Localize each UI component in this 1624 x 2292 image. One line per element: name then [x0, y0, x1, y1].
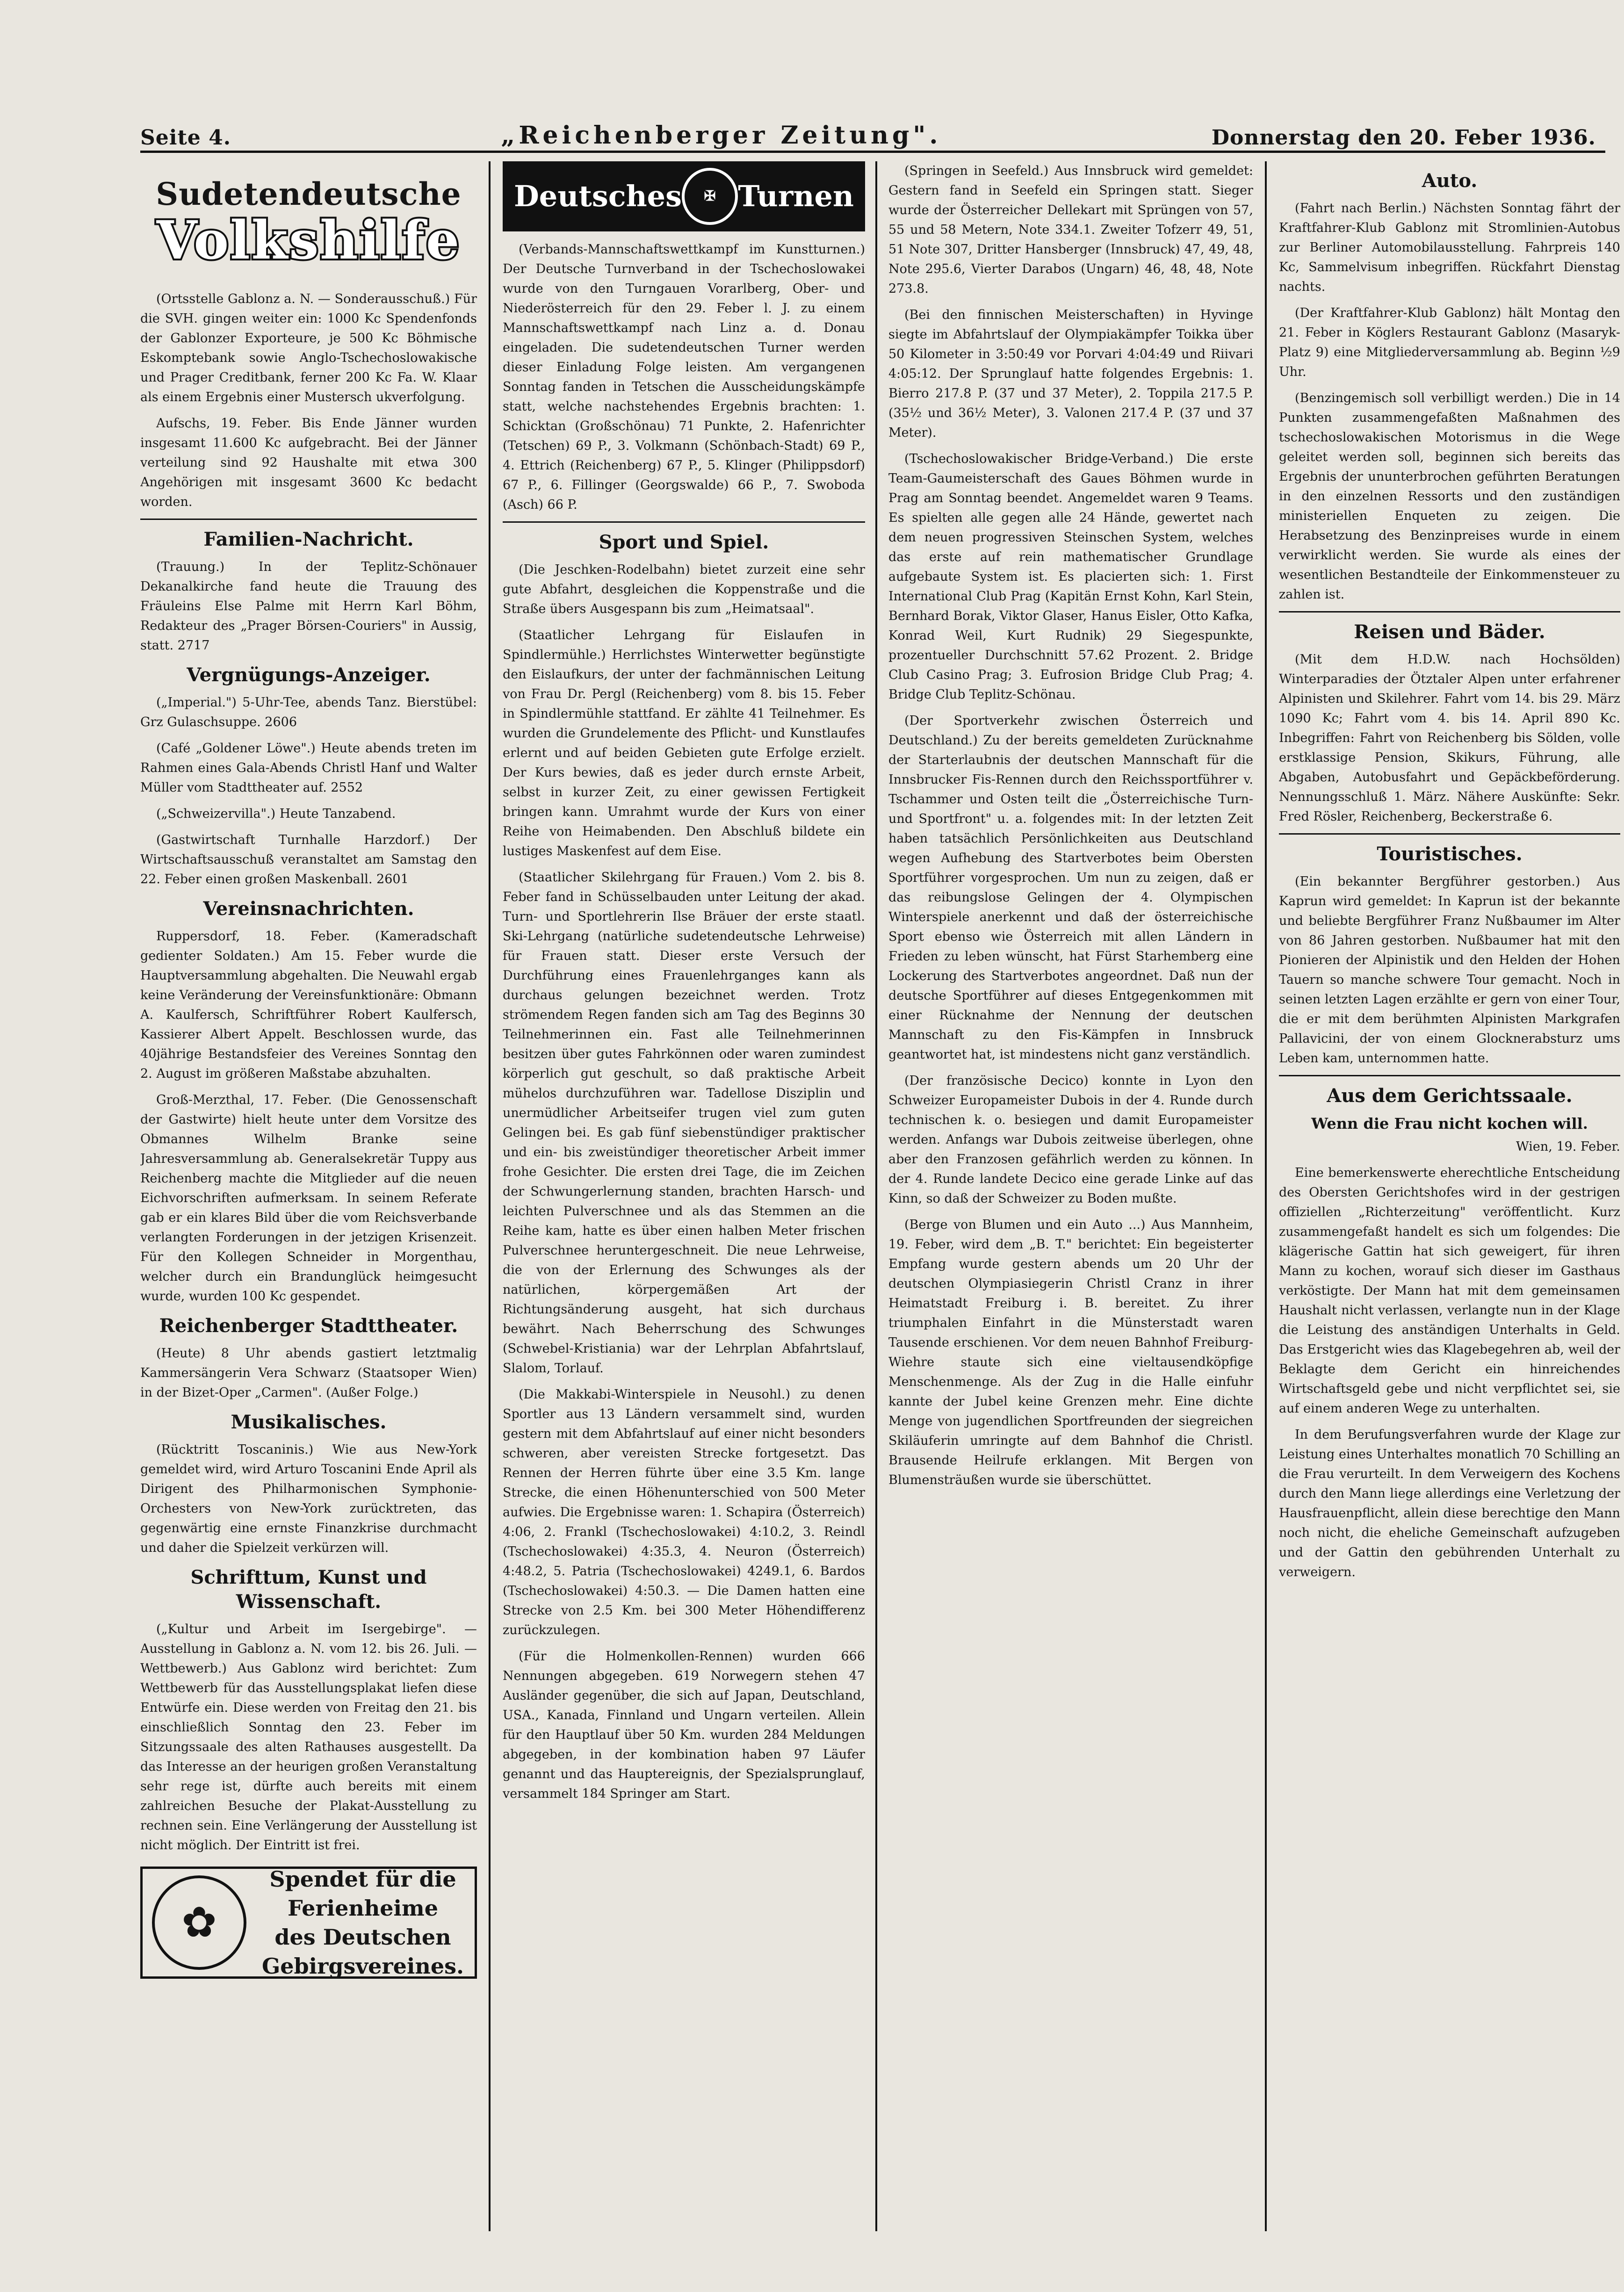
column-1 — [140, 161, 477, 2231]
article-paragraph: (Der Kraftfahrer-Klub Gablonz) hält Montag den 21. Feber in Köglers Restaurant Gablonz (Masaryk-Platz 9) eine Mitgliederversammlung ab. Beginn ½9 Uhr. — [1279, 306, 1620, 379]
article-paragraph: („Imperial.") 5-Uhr-Tee, abends Tanz. Bierstübel: Grz Gulaschsuppe. 2606 — [140, 695, 477, 729]
section-heading: Touristisches. — [1377, 843, 1523, 865]
banner-right: Turnen — [738, 179, 854, 213]
section-heading: Reisen und Bäder. — [1354, 621, 1545, 643]
article-paragraph: Eine bemerkenswerte eherechtliche Entscheidung des Obersten Gerichtshofes wird in der gestrigen offiziellen „Richterzeitung" veröffentlicht. Kurz zusammengefaßt handelt es sich um folgendes: Die klägerische Gattin hat sich geweigert, für ihren Mann zu kochen, worauf sich dieser im Gasthaus verköstigte. Der Mann hat mit dem gemeinsamen Haushalt nicht verlassen, verlangte nun in der Klage die Leistung des anständigen Unterhalts in Geld. Das Erstgericht wies das Klagebegehren ab, weil der Beklagte dem Gericht ein hinreichendes Wirtschaftsgeld gebe und nicht verpflichtet sei, sie auf einem anderen Wege zu unterhalten. — [1279, 1166, 1620, 1416]
banner-left: Deutsches — [514, 179, 682, 213]
advertisement-box — [140, 1867, 477, 1979]
article-paragraph: Ruppersdorf, 18. Feber. (Kameradschaft gedienter Soldaten.) Am 15. Feber wurde die Hauptversammlung abgehalten. Die Neuwahl ergab keine Veränderung der Vereinsfunktionäre: Obmann A. Kaulfersch, Schriftführer Robert Kaulfersch, Kassierer Albert Appelt. Beschlossen wurde, das 40jährige Bestandsfeier des Vereines Sonntag den 2. August im größeren Maßstabe abzuhalten. — [140, 929, 477, 1081]
issue-date: Donnerstag den 20. Feber 1936. — [1211, 126, 1596, 150]
section-heading: Reichenberger Stadttheater. — [159, 1315, 458, 1337]
article-paragraph: (Verbands-Mannschaftswettkampf im Kunstturnen.) Der Deutsche Turnverband in der Tschechoslowakei wurde von den Turngauen Vorarlberg, Ober- und Niederösterreich für den 29. Feber l. J. zu einem Mannschaftswettkampf nach Linz a. d. Donau eingeladen. Die sudetendeutschen Turner werden dieser Einladung Folge leisten. Am vergangenen Sonntag fanden in Tetschen die Ausscheidungskämpfe statt, welche nachstehendes Ergebnis brachten: 1. Schicktan (Großschönau) 71 Punkte, 2. Hafenrichter (Tetschen) 69 P., 3. Volkmann (Schönbach-Stadt) 69 P., 4. Ettrich (Reichenberg) 67 P., 5. Klinger (Philippsdorf) 67 P., 6. Fillinger (Georgswalde) 66 P., 7. Swoboda (Asch) 66 P. — [503, 242, 865, 512]
section-heading: Vergnügungs-Anzeiger. — [187, 664, 431, 686]
dateline: Wien, 19. Feber. — [1516, 1139, 1620, 1154]
article-paragraph: (Staatlicher Lehrgang für Eislaufen in Spindlermühle.) Herrlichstes Winterwetter begünstigte den Eislaufkurs, der unter der fachmännischen Leitung von Frau Dr. Pergl (Reichenberg) vom 8. bis 15. Feber in Spindlermühle stattfand. Er zählte 41 Teilnehmer. Es wurden die Grundelemente des Pflicht- und Kunstlaufes erlernt und auf beiden Gebieten gute Erfolge erzielt. Der Kurs bewies, daß es jeder durch ernste Arbeit, selbst in kurzer Zeit, zu einer gewissen Fertigkeit bringen kann. Umrahmt wurde der Kurs von einer Reihe von Heimabenden. Den Abschluß bildete ein lustiges Maskenfest auf dem Eise. — [503, 628, 865, 858]
article-paragraph: (Der Sportverkehr zwischen Österreich und Deutschland.) Zu der bereits gemeldeten Zurücknahme der Starterlaubnis der deutschen Mannschaft für die Innsbrucker Fis-Rennen durch den Reichssportführer v. Tschammer und Osten teilt die „Österreichische Turn- und Sportfront" u. a. folgendes mit: In der letzten Zeit haben tatsächlich Persönlichkeiten aus Deutschland wegen Aufhebung des Startverbotes beim Obersten Sportführer vorgesprochen. Um nun zu zeigen, daß er das reibungslose Gelingen der 4. Olympischen Winterspiele anerkennt und daß der österreichische Sport ebenso wie Österreich mit allen Ländern in Frieden zu leben wünscht, hat Fürst Starhemberg eine Lockerung des Startverbotes angeordnet. Daß nun der deutsche Sportführer auf dieses Entgegenkommen mit einer Rücknahme der Nennung der deutschen Mannschaft zu den Fis-Kämpfen in Innsbruck geantwortet hat, ist mindestens nicht ganz verständlich. — [888, 714, 1253, 1062]
column-2 — [503, 161, 865, 2231]
article-paragraph: (Rücktritt Toscaninis.) Wie aus New-York gemeldet wird, wird Arturo Toscanini Ende April als Dirigent des Philharmonischen Symphonie-Orchesters von New-York zurücktreten, das gegenwärtig eine ernste Finanzkrise durchmacht und daher die Spielzeit verkürzen will. — [140, 1442, 477, 1555]
ad-line: Spendet für die — [269, 1867, 456, 1892]
section-rule — [1279, 611, 1620, 613]
edelweiss-icon: ✿ — [152, 1875, 246, 1970]
page-number: Seite 4. — [140, 126, 231, 150]
article-paragraph: (Ein bekannter Bergführer gestorben.) Aus Kaprun wird gemeldet: In Kaprun ist der bekannte und beliebte Bergführer Franz Nußbaumer im Alter von 86 Jahren gestorben. Nußbaumer hat mit den Pionieren der Alpinistik und den Helden der Hohen Tauern so manche schwere Tour gemacht. Noch in seinen letzten Lagen erzählte er gern von einer Tour, die er mit dem berühmten Alpinisten Markgrafen Pallavicini, der von einem Glocknerabsturz ums Leben kam, unternommen hatte. — [1279, 874, 1620, 1066]
article-paragraph: (Gastwirtschaft Turnhalle Harzdorf.) Der Wirtschaftsausschuß veranstaltet am Samstag den 22. Feber einen großen Maskenball. 2601 — [140, 833, 477, 887]
column-divider — [489, 161, 491, 2231]
section-rule — [140, 519, 477, 520]
column-3 — [888, 161, 1253, 2231]
newspaper-title: „Reichenberger Zeitung". — [501, 121, 942, 150]
page-header — [140, 117, 1596, 150]
article-paragraph: (Bei den finnischen Meisterschaften) in Hyvinge siegte im Abfahrtslauf der Olympiakämpfer Toikka über 50 Kilometer in 3:50:49 vor Porvari 4:04:49 und Riivari 4:05:12. Der Sprunglauf hatte folgendes Ergebnis: 1. Bierro 217.8 P. (37 und 37 Meter), 2. Toppila 217.5 P. (35½ und 36½ Meter), 3. Valonen 217.4 P. (37 und 37 Meter). — [888, 308, 1253, 440]
article-paragraph: (Café „Goldener Löwe".) Heute abends treten im Rahmen eines Gala-Abends Christl Hanf und Walter Müller vom Stadttheater auf. 2552 — [140, 741, 477, 795]
advertisement-text — [260, 1865, 465, 1981]
turnen-banner — [503, 161, 865, 231]
column-4 — [1279, 161, 1620, 2231]
column-divider — [875, 161, 877, 2231]
banner-line-1: Sudetendeutsche — [156, 176, 462, 212]
header-rule — [140, 151, 1605, 153]
article-paragraph: (Benzingemisch soll verbilligt werden.) Die in 14 Punkten zusammengefaßten Maßnahmen des tschechoslowakischen Motorismus in die Wege geleitet werden soll, beginnen sich bereits das Ergebnis der ununterbrochen geführten Beratungen in den einzelnen Ressorts und den zuständigen ministeriellen Enqueten zu zeigen. Die Herabsetzung des Benzinpreises wurde in einem verwirklicht werden. Sie wurde als eines der wesentlichen Bestandteile der Einkommensteuer zu zahlen ist. — [1279, 391, 1620, 602]
section-rule — [1279, 833, 1620, 835]
article-paragraph: (Staatlicher Skilehrgang für Frauen.) Vom 2. bis 8. Feber fand in Schüsselbauden unter Leitung der akad. Turn- und Sportlehrerin Ilse Bräuer der erste staatl. Ski-Lehrgang (natürliche sudetendeutsche Lehrweise) für Frauen statt. Dieser erste Versuch der Durchführung eines Frauenlehrganges kann als durchaus gelungen bezeichnet werden. Trotz strömendem Regen fanden sich am Tag des Beginns 30 Teilnehmerinnen ein. Fast alle Teilnehmerinnen besitzen über gutes Fahrkönnen oder waren zumindest körperlich gut geschult, so daß praktische Arbeit mühelos durchzuführen war. Tadellose Disziplin und unermüdlicher Arbeitseifer trugen viel zum guten Gelingen bei. Es gab fünf siebenstündiger praktischer und ein- bis zweistündiger theoretischer Arbeit immer frohe Gesichter. Die ersten drei Tage, die im Zeichen der Schwungerlernung standen, brachten Harsch- und leichten Pulverschnee und als das Stemmen an die Reihe kam, hatte es über einen halben Meter frischen Pulverschnee heruntergeschneit. Die neue Lehrweise, die von der Erlernung des Schwunges als der natürlichen, körpergemäßen Art der Richtungsänderung ausgeht, hat sich durchaus bewährt. Nach Beherrschung des Schwunges (Schwebel-Kristiania) war der Lehrplan Abfahrtslauf, Slalom, Torlauf. — [503, 870, 865, 1376]
article-paragraph: (Fahrt nach Berlin.) Nächsten Sonntag fährt der Kraftfahrer-Klub Gablonz mit Stromlinien-Autobus zur Berliner Automobilausstellung. Fahrpreis 140 Kc, Sammelvisum inbegriffen. Rückfahrt Dienstag nachts. — [1279, 201, 1620, 294]
section-rule — [1279, 1075, 1620, 1076]
ad-line: Gebirgsvereines. — [261, 1953, 464, 1979]
article-paragraph: In dem Berufungsverfahren wurde der Klage zur Leistung eines Unterhaltes monatlich 70 Schilling an die Frau verurteilt. In dem Verweigern des Kochens durch den Mann liege allerdings eine Verletzung der Hausfrauenpflicht, allein diese berechtige den Mann noch nicht, die eheliche Gemeinschaft aufzugeben und der Gattin den gebührenden Unterhalt zu verweigern. — [1279, 1427, 1620, 1579]
article-paragraph: (Die Jeschken-Rodelbahn) bietet zurzeit eine sehr gute Abfahrt, desgleichen die Koppenstraße und die Straße übers Ausgespann bis zum „Heimatsaal". — [503, 562, 865, 616]
article-paragraph: (Der französische Decico) konnte in Lyon den Schweizer Europameister Dubois in der 4. Runde durch technischen k. o. besiegen und damit Europameister werden. Anfangs war Dubois zeitweise überlegen, ohne aber den Franzosen gefährlich werden zu können. In der 4. Runde landete Decico eine gerade Linke auf das Kinn, so daß der Schweizer zu Boden mußte. — [888, 1074, 1253, 1206]
section-heading: Familien-Nachricht. — [203, 528, 414, 550]
article-paragraph: Aufschs, 19. Feber. Bis Ende Jänner wurden insgesamt 11.600 Kc aufgebracht. Bei der Jänner verteilung sind 92 Haushalte mit etwa 300 Angehörigen mit insgesamt 3600 Kc bedacht worden. — [140, 416, 477, 509]
section-heading: Vereinsnachrichten. — [203, 898, 414, 920]
ad-line: des Deutschen — [274, 1924, 451, 1950]
turner-cross-icon: ✠ — [682, 168, 738, 225]
article-paragraph: (Die Makkabi-Winterspiele in Neusohl.) zu denen Sportler aus 13 Ländern versammelt sind, wurden gestern mit dem Abfahrtslauf auf einer nicht besonders schweren, aber vereisten Strecke fortgesetzt. Das Rennen der Herren führte über eine 3.5 Km. lange Strecke, die einen Höhenunterschied von 500 Meter aufwies. Die Ergebnisse waren: 1. Schapira (Österreich) 4:06, 2. Frankl (Tschechoslowakei) 4:10.2, 3. Reindl (Tschechoslowakei) 4:35.3, 4. Neuron (Österreich) 4:48.2, 5. Patria (Tschechoslowakei) 4249.1, 6. Bardos (Tschechoslowakei) 4:50.3. — Die Damen hatten eine Strecke von 2.5 Km. bei 300 Meter Höhendifferenz zurückzulegen. — [503, 1387, 865, 1637]
volkshilfe-banner — [140, 161, 477, 283]
ad-line: Ferienheime — [288, 1896, 438, 1921]
article-paragraph: (Für die Holmenkollen-Rennen) wurden 666 Nennungen abgegeben. 619 Norwegern stehen 47 Ausländer gegenüber, die sich auf Japan, Deutschland, USA., Kanada, Finnland und Ungarn verteilen. Allein für den Hauptlauf über 50 Km. wurden 284 Meldungen abgegeben, in der kombination haben 97 Läufer genannt und das Hauptereignis, der Spezialsprunglauf, versammelt 184 Springer am Start. — [503, 1649, 865, 1801]
article-subheading: Wenn die Frau nicht kochen will. — [1311, 1115, 1588, 1132]
section-heading: Musikalisches. — [231, 1411, 387, 1433]
article-paragraph: („Kultur und Arbeit im Isergebirge". — Ausstellung in Gablonz a. N. vom 12. bis 26. Juli. — Wettbewerb.) Aus Gablonz wird berichtet: Zum Wettbewerb für das Ausstellungsplakat liefen diese Entwürfe ein. Diese werden von Freitag den 21. bis einschließlich Sonntag den 23. Feber im Sitzungssaale des alten Rathauses ausgestellt. Da das Interesse an der heurigen großen Veranstaltung sehr rege ist, dürfte auch bereits mit einem zahlreichen Besuche der Plakat-Ausstellung zu rechnen sein. Eine Verlängerung der Ausstellung ist nicht möglich. Der Eintritt ist frei. — [140, 1622, 477, 1852]
article-paragraph: („Schweizervilla".) Heute Tanzabend. — [156, 807, 396, 821]
section-heading: Auto. — [1422, 170, 1478, 192]
article-paragraph: (Trauung.) In der Teplitz-Schönauer Dekanalkirche fand heute die Trauung des Fräuleins Else Palme mit Herrn Karl Böhm, Redakteur des „Prager Börsen-Couriers" in Aussig, statt. 2717 — [140, 560, 477, 653]
article-paragraph: (Tschechoslowakischer Bridge-Verband.) Die erste Team-Gaumeisterschaft des Gaues Böhmen wurde in Prag am Sonntag beendet. Angemeldet waren 9 Teams. Es spielten alle gegen alle 24 Hände, gewertet nach dem neuen progressiven Steinschen System, welches das erste auf rein mathematischer Grundlage aufgebaute System ist. Es placierten sich: 1. First International Club Prag (Kapitän Ernst Kohn, Karl Stein, Bernhard Borak, Viktor Glaser, Hanus Eisler, Otto Kafka, Konrad Weil, Kurt Rudnik) 29 Siegespunkte, prozentueller Durchschnitt 57.62 Prozent. 2. Bridge Club Casino Prag; 3. Eufrosion Bridge Club Prag; 4. Bridge Club Teplitz-Schönau. — [888, 452, 1253, 702]
banner-line-2: Volkshilfe — [156, 210, 461, 271]
article-paragraph: (Springen in Seefeld.) Aus Innsbruck wird gemeldet: Gestern fand in Seefeld ein Springen statt. Sieger wurde der Österreicher Dellekart mit Sprüngen von 57, 55 und 58 Metern, Note 334.1. Zweiter Tofzerr 49, 51, 51 Note 307, Dritter Hansberger (Innsbruck) 47, 49, 48, Note 295.6, Vierter Darabos (Ungarn) 46, 48, 48, Note 273.8. — [888, 164, 1253, 296]
article-paragraph: (Mit dem H.D.W. nach Hochsölden) Winterparadies der Ötztaler Alpen unter erfahrener Alpinisten und Skilehrer. Fahrt vom 14. bis 29. März 1090 Kc; Fahrt vom 4. bis 14. April 890 Kc. Inbegriffen: Fahrt von Reichenberg bis Sölden, volle erstklassige Pension, Skikurs, Führung, alle Abgaben, Autobusfahrt und Gepäckbeförderung. Nennungsschluß 1. März. Nähere Auskünfte: Sekr. Fred Rösler, Reichenberg, Beckerstraße 6. — [1279, 652, 1620, 824]
column-divider — [1265, 161, 1267, 2231]
article-paragraph: (Heute) 8 Uhr abends gastiert letztmalig Kammersängerin Vera Schwarz (Staatsoper Wien) in der Bizet-Oper „Carmen". (Außer Folge.) — [140, 1346, 477, 1400]
section-heading: Schrifttum, Kunst und Wissenschaft. — [190, 1566, 427, 1613]
section-heading: Aus dem Gerichtssaale. — [1327, 1085, 1573, 1107]
section-heading: Sport und Spiel. — [599, 531, 769, 553]
article-paragraph: (Berge von Blumen und ein Auto ...) Aus Mannheim, 19. Feber, wird dem „B. T." berichtet: Ein begeisterter Empfang wurde gestern abends um 20 Uhr der deutschen Olympiasiegerin Christl Cranz in ihrer Heimatstadt Freiburg i. B. bereitet. Zu ihrer triumphalen Einfahrt in die Münsterstadt waren Tausende erschienen. Vor dem neuen Bahnhof Freiburg-Wiehre staute sich eine vieltausendköpfige Menschenmenge. Als der Zug in die Halle einfuhr kannte der Jubel keine Grenzen mehr. Eine dichte Menge von jugendlichen Sportfreunden der siegreichen Skiläuferin umringte auf dem Bahnhof die Christl. Brausende Heilrufe erklangen. Mit Bergen von Blumensträußen wurde sie überschüttet. — [888, 1218, 1253, 1487]
article-paragraph: (Ortsstelle Gablonz a. N. — Sonderausschuß.) Für die SVH. gingen weiter ein: 1000 Kc Spendenfonds der Gablonzer Exporteure, je 500 Kc Böhmische Eskomptebank sowie Anglo-Tschechoslowakische und Prager Creditbank, ferner 200 Kc Fa. W. Klaar als einem Ergebnis einer Mustersch ukverfolgung. — [140, 292, 477, 404]
section-rule — [503, 521, 865, 523]
article-paragraph: Groß-Merzthal, 17. Feber. (Die Genossenschaft der Gastwirte) hielt heute unter dem Vorsitze des Obmannes Wilhelm Branke seine Jahresversammlung ab. Generalsekretär Tuppy aus Reichenberg machte die Mitglieder auf die neuen Eichvorschriften aufmerksam. In seinem Referate gab er ein klares Bild über die vom Reichsverbande verlangten Forderungen in der jetzigen Krisenzeit. Für den Kollegen Schneider in Morgenthau, welcher durch ein Brandunglück heimgesucht wurde, wurden 100 Kc gespendet. — [140, 1093, 477, 1304]
